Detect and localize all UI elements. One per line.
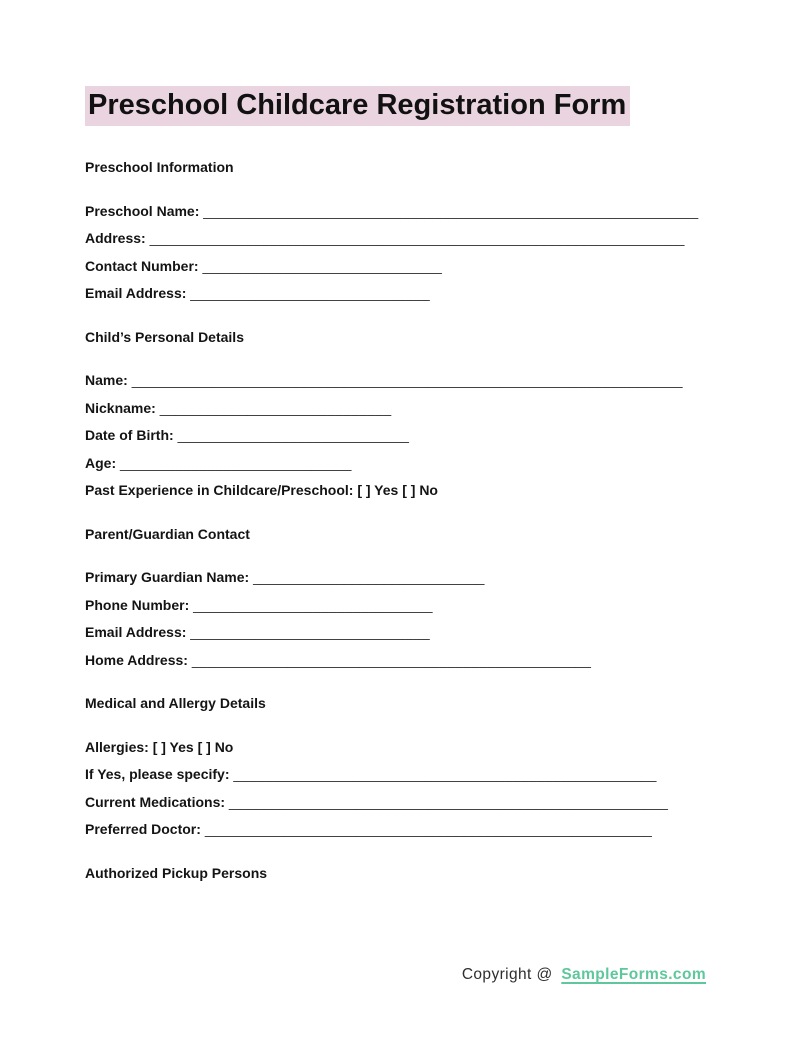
fill-line-date-of-birth[interactable]: _____________________________ xyxy=(177,427,410,443)
field-past-experience xyxy=(85,477,720,505)
title-highlight: Preschool Childcare Registration Form xyxy=(85,86,630,126)
fill-line-name[interactable]: _____________________________________________________________________ xyxy=(131,372,683,388)
fill-line-address[interactable]: ___________________________________________________________________ xyxy=(149,230,685,246)
fill-line-primary-guardian-name[interactable]: _____________________________ xyxy=(253,569,485,585)
field-group-parent-guardian-contact xyxy=(85,564,720,674)
field-label: Primary Guardian Name: xyxy=(85,569,250,585)
field-label: If Yes, please specify: xyxy=(85,766,230,782)
fill-line-preschool-name[interactable]: ______________________________________________________________ xyxy=(203,202,699,219)
field-email-address xyxy=(85,280,720,308)
field-label: Phone Number: xyxy=(85,596,190,613)
field-label: Address: xyxy=(85,230,146,246)
fill-line-preferred-doctor[interactable]: ________________________________________________________ xyxy=(204,821,653,837)
field-label: Current Medications: xyxy=(85,793,226,810)
field-label: Allergies: xyxy=(85,738,149,755)
field-group-medical-allergy-details xyxy=(85,734,720,844)
fill-line-home-address[interactable]: __________________________________________________ xyxy=(191,651,592,668)
field-nickname xyxy=(85,395,720,423)
field-preschool-name xyxy=(85,198,720,226)
checkbox-allergies-yes[interactable]: [ ] Yes xyxy=(152,738,194,755)
field-primary-guardian-name xyxy=(85,564,720,592)
fill-line-contact-number[interactable]: ______________________________ xyxy=(202,257,443,274)
field-age xyxy=(85,450,720,478)
field-date-of-birth xyxy=(85,422,720,450)
field-address xyxy=(85,225,720,253)
field-name xyxy=(85,367,720,395)
page-title xyxy=(85,86,720,124)
section-heading-parent-guardian-contact: Parent/Guardian Contact xyxy=(85,525,250,542)
section-heading-authorized-pickup-persons: Authorized Pickup Persons xyxy=(85,864,268,881)
field-current-medications xyxy=(85,789,720,817)
section-heading-medical-allergy-details: Medical and Allergy Details xyxy=(85,695,266,711)
fill-line-phone-number[interactable]: ______________________________ xyxy=(193,596,433,613)
field-label: Name: xyxy=(85,372,128,388)
field-group-preschool-information xyxy=(85,198,720,308)
field-guardian-email-address xyxy=(85,619,720,647)
checkbox-allergies-no[interactable]: [ ] No xyxy=(197,738,234,755)
fill-line-current-medications[interactable]: _______________________________________________________ xyxy=(228,793,669,810)
footer xyxy=(462,966,706,984)
field-if-yes-specify xyxy=(85,761,720,789)
field-label: Preschool Name: xyxy=(85,202,200,219)
field-label: Past Experience in Childcare/Preschool: xyxy=(85,482,354,498)
field-label: Nickname: xyxy=(85,399,156,416)
fill-line-nickname[interactable]: _____________________________ xyxy=(159,399,392,416)
field-home-address xyxy=(85,647,720,675)
copyright-text: Copyright @ xyxy=(461,966,553,983)
field-label: Home Address: xyxy=(85,651,188,668)
field-label: Date of Birth: xyxy=(85,427,174,443)
field-label: Contact Number: xyxy=(85,257,199,274)
field-label: Email Address: xyxy=(85,624,187,640)
fill-line-email-address[interactable]: ______________________________ xyxy=(190,285,430,301)
section-heading-preschool-information: Preschool Information xyxy=(85,159,234,175)
checkbox-past-experience-yes[interactable]: [ ] Yes xyxy=(357,482,399,498)
field-group-childs-personal-details xyxy=(85,367,720,505)
field-label: Age: xyxy=(85,454,117,471)
field-contact-number xyxy=(85,253,720,281)
field-preferred-doctor xyxy=(85,816,720,844)
field-phone-number xyxy=(85,592,720,620)
fill-line-age[interactable]: _____________________________ xyxy=(120,454,352,471)
fill-line-guardian-email[interactable]: ______________________________ xyxy=(190,624,430,640)
section-heading-childs-personal-details: Child’s Personal Details xyxy=(85,328,244,345)
field-allergies xyxy=(85,734,720,762)
checkbox-past-experience-no[interactable]: [ ] No xyxy=(402,482,438,498)
field-label: Preferred Doctor: xyxy=(85,821,201,837)
brand-link[interactable]: SampleForms.com xyxy=(561,966,706,983)
fill-line-if-yes-specify[interactable]: _____________________________________________________ xyxy=(233,766,657,782)
field-label: Email Address: xyxy=(85,285,187,301)
